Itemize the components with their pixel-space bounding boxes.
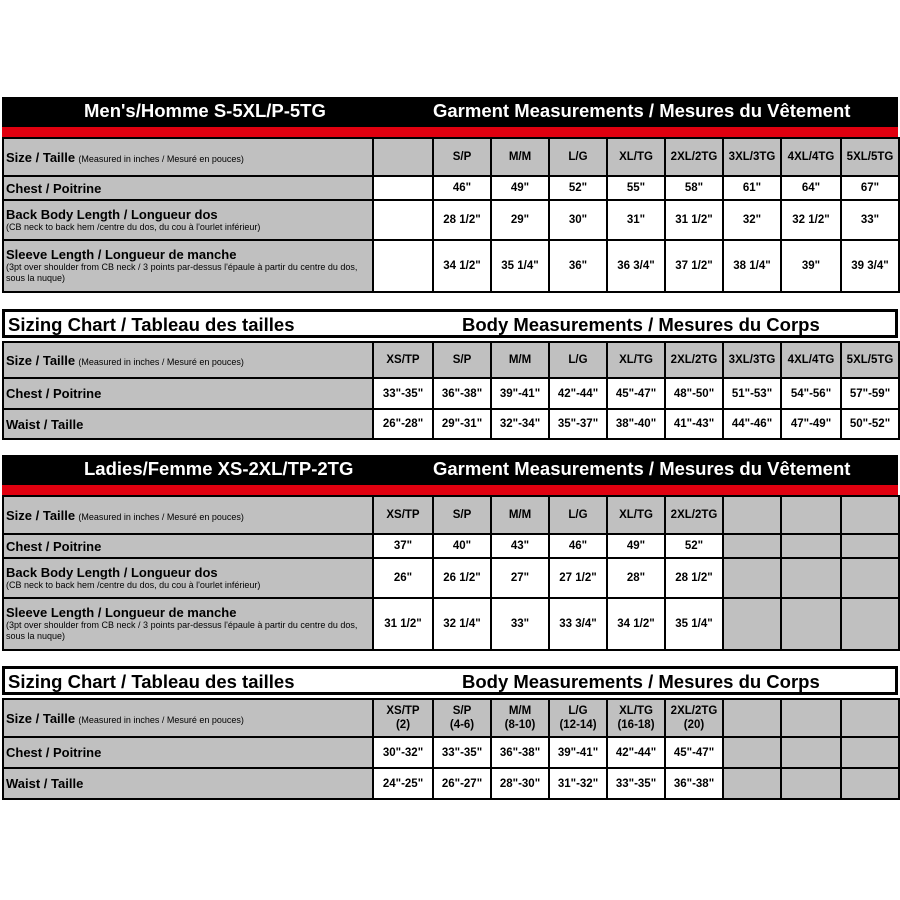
- size-header: 3XL/3TG: [723, 342, 781, 378]
- measurement-cell: 41"-43": [665, 409, 723, 439]
- measurement-cell: 31"-32": [549, 768, 607, 799]
- size-header: [373, 138, 433, 176]
- size-header: 4XL/4TG: [781, 342, 841, 378]
- mens-red-stripe: [2, 127, 898, 137]
- size-header: XL/TG: [607, 138, 665, 176]
- mens-body-section: [2, 309, 898, 440]
- measurement-cell: 45"-47": [665, 737, 723, 768]
- chest-label: Chest / Poitrine: [3, 378, 373, 409]
- size-header: L/G: [549, 342, 607, 378]
- ladies-body-header-row: [3, 699, 899, 737]
- measurement-cell: 38"-40": [607, 409, 665, 439]
- mens-sizing-bar: [2, 309, 898, 338]
- measurement-cell: 39 3/4": [841, 240, 899, 292]
- size-header: 5XL/5TG: [841, 138, 899, 176]
- ladies-garment-heading: Garment Measurements / Mesures du Vêtement: [433, 458, 851, 479]
- measurement-cell: 32": [723, 200, 781, 240]
- size-header: L/G: [549, 138, 607, 176]
- measurement-cell: 39"-41": [549, 737, 607, 768]
- measurement-cell: 35"-37": [549, 409, 607, 439]
- measurement-cell: 36"-38": [665, 768, 723, 799]
- measurement-cell: 34 1/2": [607, 598, 665, 650]
- size-header: 2XL/2TG: [665, 496, 723, 534]
- measurement-cell: 33"-35": [373, 378, 433, 409]
- measurement-cell: 37 1/2": [665, 240, 723, 292]
- mens-title: Men's/Homme S-5XL/P-5TG: [84, 100, 326, 121]
- ladies-garment-header-row: [3, 496, 899, 534]
- measurement-cell: 52": [665, 534, 723, 558]
- measurement-cell: 39": [781, 240, 841, 292]
- measurement-cell: 55": [607, 176, 665, 200]
- measurement-cell: [841, 768, 899, 799]
- size-header: M/M: [491, 138, 549, 176]
- measurement-cell: 24"-25": [373, 768, 433, 799]
- size-header: XS/TP: [373, 496, 433, 534]
- measurement-cell: 42"-44": [607, 737, 665, 768]
- measurement-cell: [781, 768, 841, 799]
- size-header: XL/TG: [607, 342, 665, 378]
- measurement-cell: 34 1/2": [433, 240, 491, 292]
- ladies-body-section: [2, 666, 898, 800]
- ladies-body-chest-row: [3, 737, 899, 768]
- measurement-cell: 33"-35": [433, 737, 491, 768]
- size-header: 2XL/2TG: [665, 342, 723, 378]
- measurement-cell: 33 3/4": [549, 598, 607, 650]
- measurement-cell: [723, 737, 781, 768]
- measurement-cell: 52": [549, 176, 607, 200]
- size-label-cell: Size / Taille (Measured in inches / Mesuré en pouces): [3, 699, 373, 737]
- chest-label: Chest / Poitrine: [3, 176, 373, 200]
- size-header: S/P: [433, 342, 491, 378]
- ladies-garment-section: [2, 455, 898, 651]
- measurement-cell: 51"-53": [723, 378, 781, 409]
- size-header: XS/TP (2): [373, 699, 433, 737]
- ladies-sleeve-row: [3, 598, 899, 650]
- size-header: M/M: [491, 342, 549, 378]
- measurement-cell: 29"-31": [433, 409, 491, 439]
- size-header: 4XL/4TG: [781, 138, 841, 176]
- ladies-sizing-title: Sizing Chart / Tableau des tailles: [8, 671, 295, 692]
- measurement-cell: 30": [549, 200, 607, 240]
- measurement-cell: 46": [549, 534, 607, 558]
- measurement-cell: 36"-38": [491, 737, 549, 768]
- measurement-cell: [781, 558, 841, 598]
- measurement-cell: 28": [607, 558, 665, 598]
- measurement-cell: 67": [841, 176, 899, 200]
- mens-sizing-title: Sizing Chart / Tableau des tailles: [8, 314, 295, 335]
- measurement-cell: 58": [665, 176, 723, 200]
- measurement-cell: 42"-44": [549, 378, 607, 409]
- mens-body-chest-row: [3, 378, 899, 409]
- size-header: XL/TG (16-18): [607, 699, 665, 737]
- measurement-cell: 44"-46": [723, 409, 781, 439]
- measurement-cell: 28"-30": [491, 768, 549, 799]
- size-header: L/G: [549, 496, 607, 534]
- size-header: M/M: [491, 496, 549, 534]
- size-header: [723, 699, 781, 737]
- mens-sleeve-row: [3, 240, 899, 292]
- measurement-cell: [841, 598, 899, 650]
- sleeve-length-label: Sleeve Length / Longueur de manche (3pt over shoulder from CB neck / 3 points par-dessus l'épaule à partir du centre du dos, sous la nuque): [3, 598, 373, 650]
- measurement-cell: 46": [433, 176, 491, 200]
- measurement-cell: 64": [781, 176, 841, 200]
- measurement-cell: 30"-32": [373, 737, 433, 768]
- measurement-cell: 47"-49": [781, 409, 841, 439]
- size-header: XS/TP: [373, 342, 433, 378]
- measurement-cell: [781, 598, 841, 650]
- back-length-label: Back Body Length / Longueur dos (CB neck to back hem /centre du dos, du cou à l'ourlet inférieur): [3, 558, 373, 598]
- mens-garment-table: [2, 137, 900, 293]
- chest-label: Chest / Poitrine: [3, 737, 373, 768]
- measurement-cell: 26 1/2": [433, 558, 491, 598]
- mens-title-bar: [2, 97, 898, 127]
- measurement-cell: 26"-28": [373, 409, 433, 439]
- measurement-cell: [723, 598, 781, 650]
- measurement-cell: 49": [491, 176, 549, 200]
- ladies-title: Ladies/Femme XS-2XL/TP-2TG: [84, 458, 354, 479]
- measurement-cell: [723, 534, 781, 558]
- size-header: XL/TG: [607, 496, 665, 534]
- waist-label: Waist / Taille: [3, 409, 373, 439]
- measurement-cell: 54"-56": [781, 378, 841, 409]
- size-header: 2XL/2TG (20): [665, 699, 723, 737]
- ladies-sizing-bar: [2, 666, 898, 695]
- ladies-garment-table: [2, 495, 900, 651]
- measurement-cell: [781, 534, 841, 558]
- measurement-cell: 35 1/4": [665, 598, 723, 650]
- mens-garment-section: [2, 97, 898, 293]
- measurement-cell: [373, 176, 433, 200]
- measurement-cell: 28 1/2": [433, 200, 491, 240]
- mens-waist-row: [3, 409, 899, 439]
- measurement-cell: 50"-52": [841, 409, 899, 439]
- measurement-cell: 36 3/4": [607, 240, 665, 292]
- mens-garment-heading: Garment Measurements / Mesures du Vêtement: [433, 100, 851, 121]
- measurement-cell: 28 1/2": [665, 558, 723, 598]
- measurement-cell: [841, 737, 899, 768]
- mens-chest-row: [3, 176, 899, 200]
- measurement-cell: [781, 737, 841, 768]
- measurement-cell: [373, 200, 433, 240]
- size-header: S/P: [433, 496, 491, 534]
- measurement-cell: 48"-50": [665, 378, 723, 409]
- measurement-cell: [841, 558, 899, 598]
- ladies-body-table: [2, 698, 900, 800]
- ladies-chest-row: [3, 534, 899, 558]
- measurement-cell: 26"-27": [433, 768, 491, 799]
- measurement-cell: 33": [841, 200, 899, 240]
- size-header: [841, 496, 899, 534]
- ladies-waist-row: [3, 768, 899, 799]
- measurement-cell: 40": [433, 534, 491, 558]
- measurement-cell: 36": [549, 240, 607, 292]
- measurement-cell: [723, 558, 781, 598]
- chest-label: Chest / Poitrine: [3, 534, 373, 558]
- measurement-cell: 27": [491, 558, 549, 598]
- measurement-cell: 27 1/2": [549, 558, 607, 598]
- measurement-cell: 33"-35": [607, 768, 665, 799]
- measurement-cell: [841, 534, 899, 558]
- waist-label: Waist / Taille: [3, 768, 373, 799]
- mens-garment-header-row: [3, 138, 899, 176]
- mens-back-row: [3, 200, 899, 240]
- mens-body-table: [2, 341, 900, 440]
- mens-body-heading: Body Measurements / Mesures du Corps: [462, 314, 820, 335]
- measurement-cell: 31 1/2": [665, 200, 723, 240]
- size-label-cell: Size / Taille (Measured in inches / Mesuré en pouces): [3, 138, 373, 176]
- size-header: L/G (12-14): [549, 699, 607, 737]
- size-header: S/P: [433, 138, 491, 176]
- measurement-cell: [373, 240, 433, 292]
- measurement-cell: 26": [373, 558, 433, 598]
- size-header: [781, 496, 841, 534]
- size-header: M/M (8-10): [491, 699, 549, 737]
- ladies-back-row: [3, 558, 899, 598]
- measurement-cell: 32 1/2": [781, 200, 841, 240]
- size-header: 3XL/3TG: [723, 138, 781, 176]
- measurement-cell: 45"-47": [607, 378, 665, 409]
- measurement-cell: 31 1/2": [373, 598, 433, 650]
- ladies-title-bar: [2, 455, 898, 485]
- measurement-cell: 36"-38": [433, 378, 491, 409]
- size-header: [841, 699, 899, 737]
- measurement-cell: 38 1/4": [723, 240, 781, 292]
- size-header: 2XL/2TG: [665, 138, 723, 176]
- measurement-cell: 43": [491, 534, 549, 558]
- measurement-cell: [723, 768, 781, 799]
- measurement-cell: 39"-41": [491, 378, 549, 409]
- size-header: S/P (4-6): [433, 699, 491, 737]
- measurement-cell: 31": [607, 200, 665, 240]
- measurement-cell: 32"-34": [491, 409, 549, 439]
- measurement-cell: 33": [491, 598, 549, 650]
- measurement-cell: 35 1/4": [491, 240, 549, 292]
- measurement-cell: 57"-59": [841, 378, 899, 409]
- measurement-cell: 37": [373, 534, 433, 558]
- sleeve-length-label: Sleeve Length / Longueur de manche (3pt over shoulder from CB neck / 3 points par-dessus l'épaule à partir du centre du dos, sous la nuque): [3, 240, 373, 292]
- ladies-red-stripe: [2, 485, 898, 495]
- size-label-cell: Size / Taille (Measured in inches / Mesuré en pouces): [3, 342, 373, 378]
- measurement-cell: 61": [723, 176, 781, 200]
- size-header: 5XL/5TG: [841, 342, 899, 378]
- size-header: [723, 496, 781, 534]
- size-header: [781, 699, 841, 737]
- mens-body-header-row: [3, 342, 899, 378]
- size-label-cell: Size / Taille (Measured in inches / Mesuré en pouces): [3, 496, 373, 534]
- measurement-cell: 29": [491, 200, 549, 240]
- measurement-cell: 49": [607, 534, 665, 558]
- ladies-body-heading: Body Measurements / Mesures du Corps: [462, 671, 820, 692]
- measurement-cell: 32 1/4": [433, 598, 491, 650]
- back-length-label: Back Body Length / Longueur dos (CB neck to back hem /centre du dos, du cou à l'ourlet inférieur): [3, 200, 373, 240]
